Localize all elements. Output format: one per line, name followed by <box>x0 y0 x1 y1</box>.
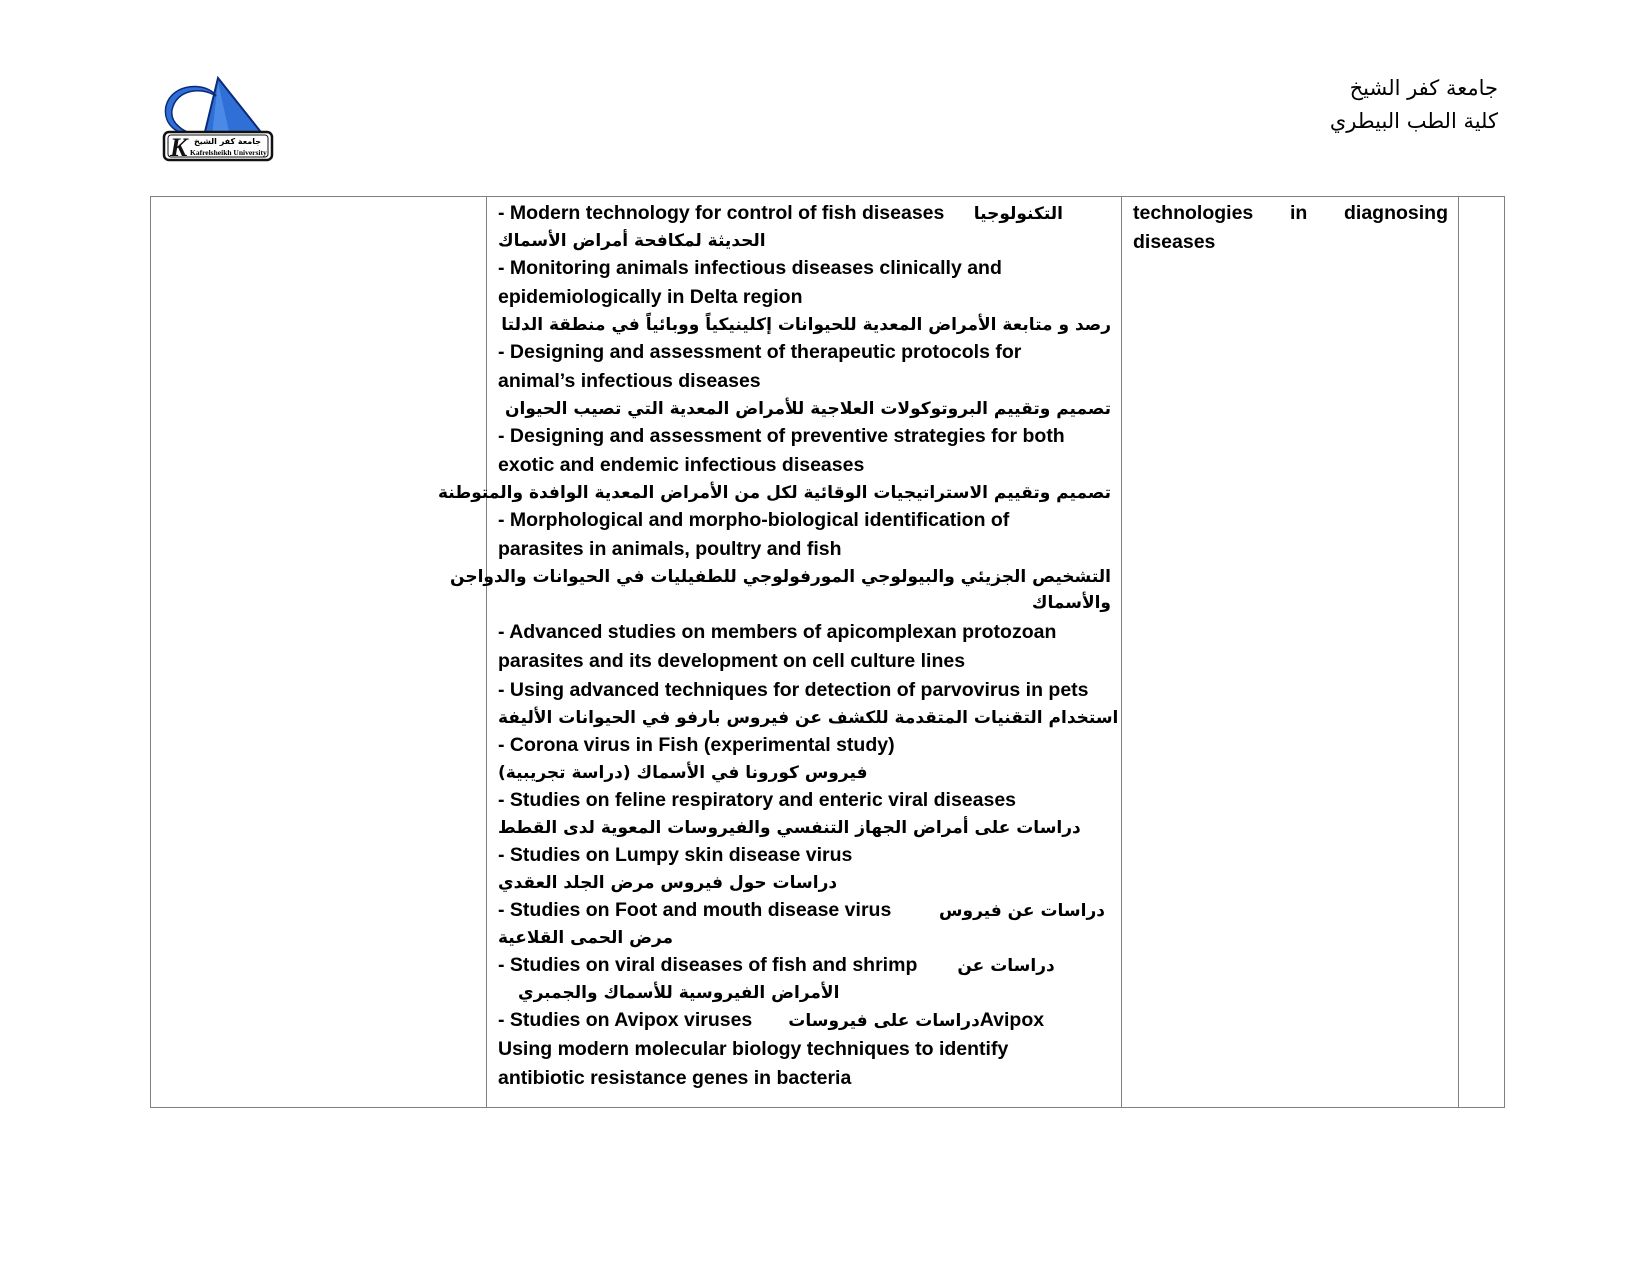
objective-line <box>1133 199 1448 228</box>
topic-en: - Studies on Foot and mouth disease virus <box>498 899 892 921</box>
topic-en: - Studies on Avipox viruses <box>498 1009 753 1031</box>
topic-ar: التكنولوجيا <box>973 204 1063 224</box>
topic-en: Using modern molecular biology techniques to identify <box>498 1038 1009 1060</box>
topic-en: - Using advanced techniques for detection of parvovirus in pets <box>498 679 1089 701</box>
research-plan-table <box>150 196 1505 1108</box>
objective-cell <box>1122 197 1459 1108</box>
topic-ar: دراسات على فيروسات <box>788 1011 980 1031</box>
table-cell-empty-1 <box>151 197 487 1108</box>
list-item <box>498 1006 1111 1035</box>
topic-en: - Corona virus in Fish (experimental study) <box>498 734 895 756</box>
table-cell-empty-4 <box>1459 197 1505 1108</box>
table-row <box>151 197 1505 1108</box>
topic-en: parasites and its development on cell culture lines <box>498 650 966 672</box>
topic-ar: رصد و متابعة الأمراض المعدية للحيوانات إكلينيكياً ووبائياً في منطقة الدلتا <box>501 315 1111 335</box>
topic-en: - Studies on viral diseases of fish and shrimp <box>498 954 918 976</box>
list-item <box>498 705 1119 731</box>
topic-en: Avipox <box>979 1009 1045 1031</box>
topic-ar: التشخيص الجزيئي والبيولوجي المورفولوجي للطفيليات في الحيوانات والدواجن <box>450 567 1111 587</box>
university-logo <box>160 76 275 164</box>
list-item <box>498 228 1111 254</box>
topic-ar: الأمراض الفيروسية للأسماك والجمبري <box>518 983 840 1003</box>
topic-ar: الحديثة لمكافحة أمراض الأسماك <box>498 231 766 251</box>
list-item <box>498 951 1111 980</box>
research-topics-cell <box>438 197 1122 1108</box>
topic-ar: دراسات حول فيروس مرض الجلد العقدي <box>498 873 838 893</box>
header-arabic <box>1330 72 1498 138</box>
list-item <box>498 925 1111 951</box>
topic-en: exotic and endemic infectious diseases <box>498 454 865 476</box>
topic-ar: دراسات عن <box>957 956 1055 976</box>
topic-ar: فيروس كورونا في الأسماك (دراسة تجريبية) <box>498 763 868 783</box>
objective-word: technologies <box>1133 202 1254 224</box>
list-item <box>498 760 1111 786</box>
objective-line: diseases <box>1133 231 1216 253</box>
list-item <box>498 870 1111 896</box>
topic-en: parasites in animals, poultry and fish <box>498 538 842 560</box>
topic-en: - Modern technology for control of fish diseases <box>498 202 945 224</box>
logo-text-ar: جامعة كفر الشيخ <box>194 137 261 146</box>
svg-text:K: K <box>170 133 188 162</box>
topic-en: - Studies on feline respiratory and enteric viral diseases <box>498 789 1017 811</box>
topic-ar: استخدام التقنيات المتقدمة للكشف عن فيروس بارفو في الحيوانات الأليفة <box>498 708 1119 728</box>
list-item <box>498 896 1111 925</box>
topic-en: - Designing and assessment of preventive strategies for both <box>498 425 1065 447</box>
topic-ar: والأسماك <box>1031 593 1111 613</box>
university-name: جامعة كفر الشيخ <box>1349 76 1498 100</box>
topic-en: - Monitoring animals infectious diseases clinically and <box>498 257 1002 279</box>
topic-en: - Studies on Lumpy skin disease virus <box>498 844 853 866</box>
list-item <box>498 815 1111 841</box>
topic-ar: تصميم وتقييم البروتوكولات العلاجية للأمراض المعدية التي تصيب الحيوان <box>505 399 1111 419</box>
topic-en: animal’s infectious diseases <box>498 370 761 392</box>
list-item <box>498 980 1111 1006</box>
objective-word: diagnosing <box>1344 202 1448 224</box>
faculty-name: كلية الطب البيطري <box>1329 109 1498 133</box>
topic-ar: تصميم وتقييم الاستراتيجيات الوقائية لكل من الأمراض المعدية الوافدة والمتوطنة <box>438 483 1111 503</box>
topic-en: antibiotic resistance genes in bacteria <box>498 1067 852 1089</box>
topic-ar: دراسات عن فيروس <box>939 901 1105 921</box>
topic-en: - Advanced studies on members of apicomplexan protozoan <box>498 621 1057 643</box>
topic-ar: دراسات على أمراض الجهاز التنفسي والفيروسات المعوية لدى القطط <box>498 818 1081 838</box>
objective-word: in <box>1289 202 1308 224</box>
logo-text-en: Kafrelsheikh University <box>190 148 267 157</box>
topic-en: - Morphological and morpho-biological identification of <box>498 509 1010 531</box>
topic-en: epidemiologically in Delta region <box>498 286 803 308</box>
topic-ar: مرض الحمى القلاعية <box>498 928 674 948</box>
list-item <box>498 199 1111 228</box>
topic-en: - Designing and assessment of therapeutic protocols for <box>498 341 1022 363</box>
